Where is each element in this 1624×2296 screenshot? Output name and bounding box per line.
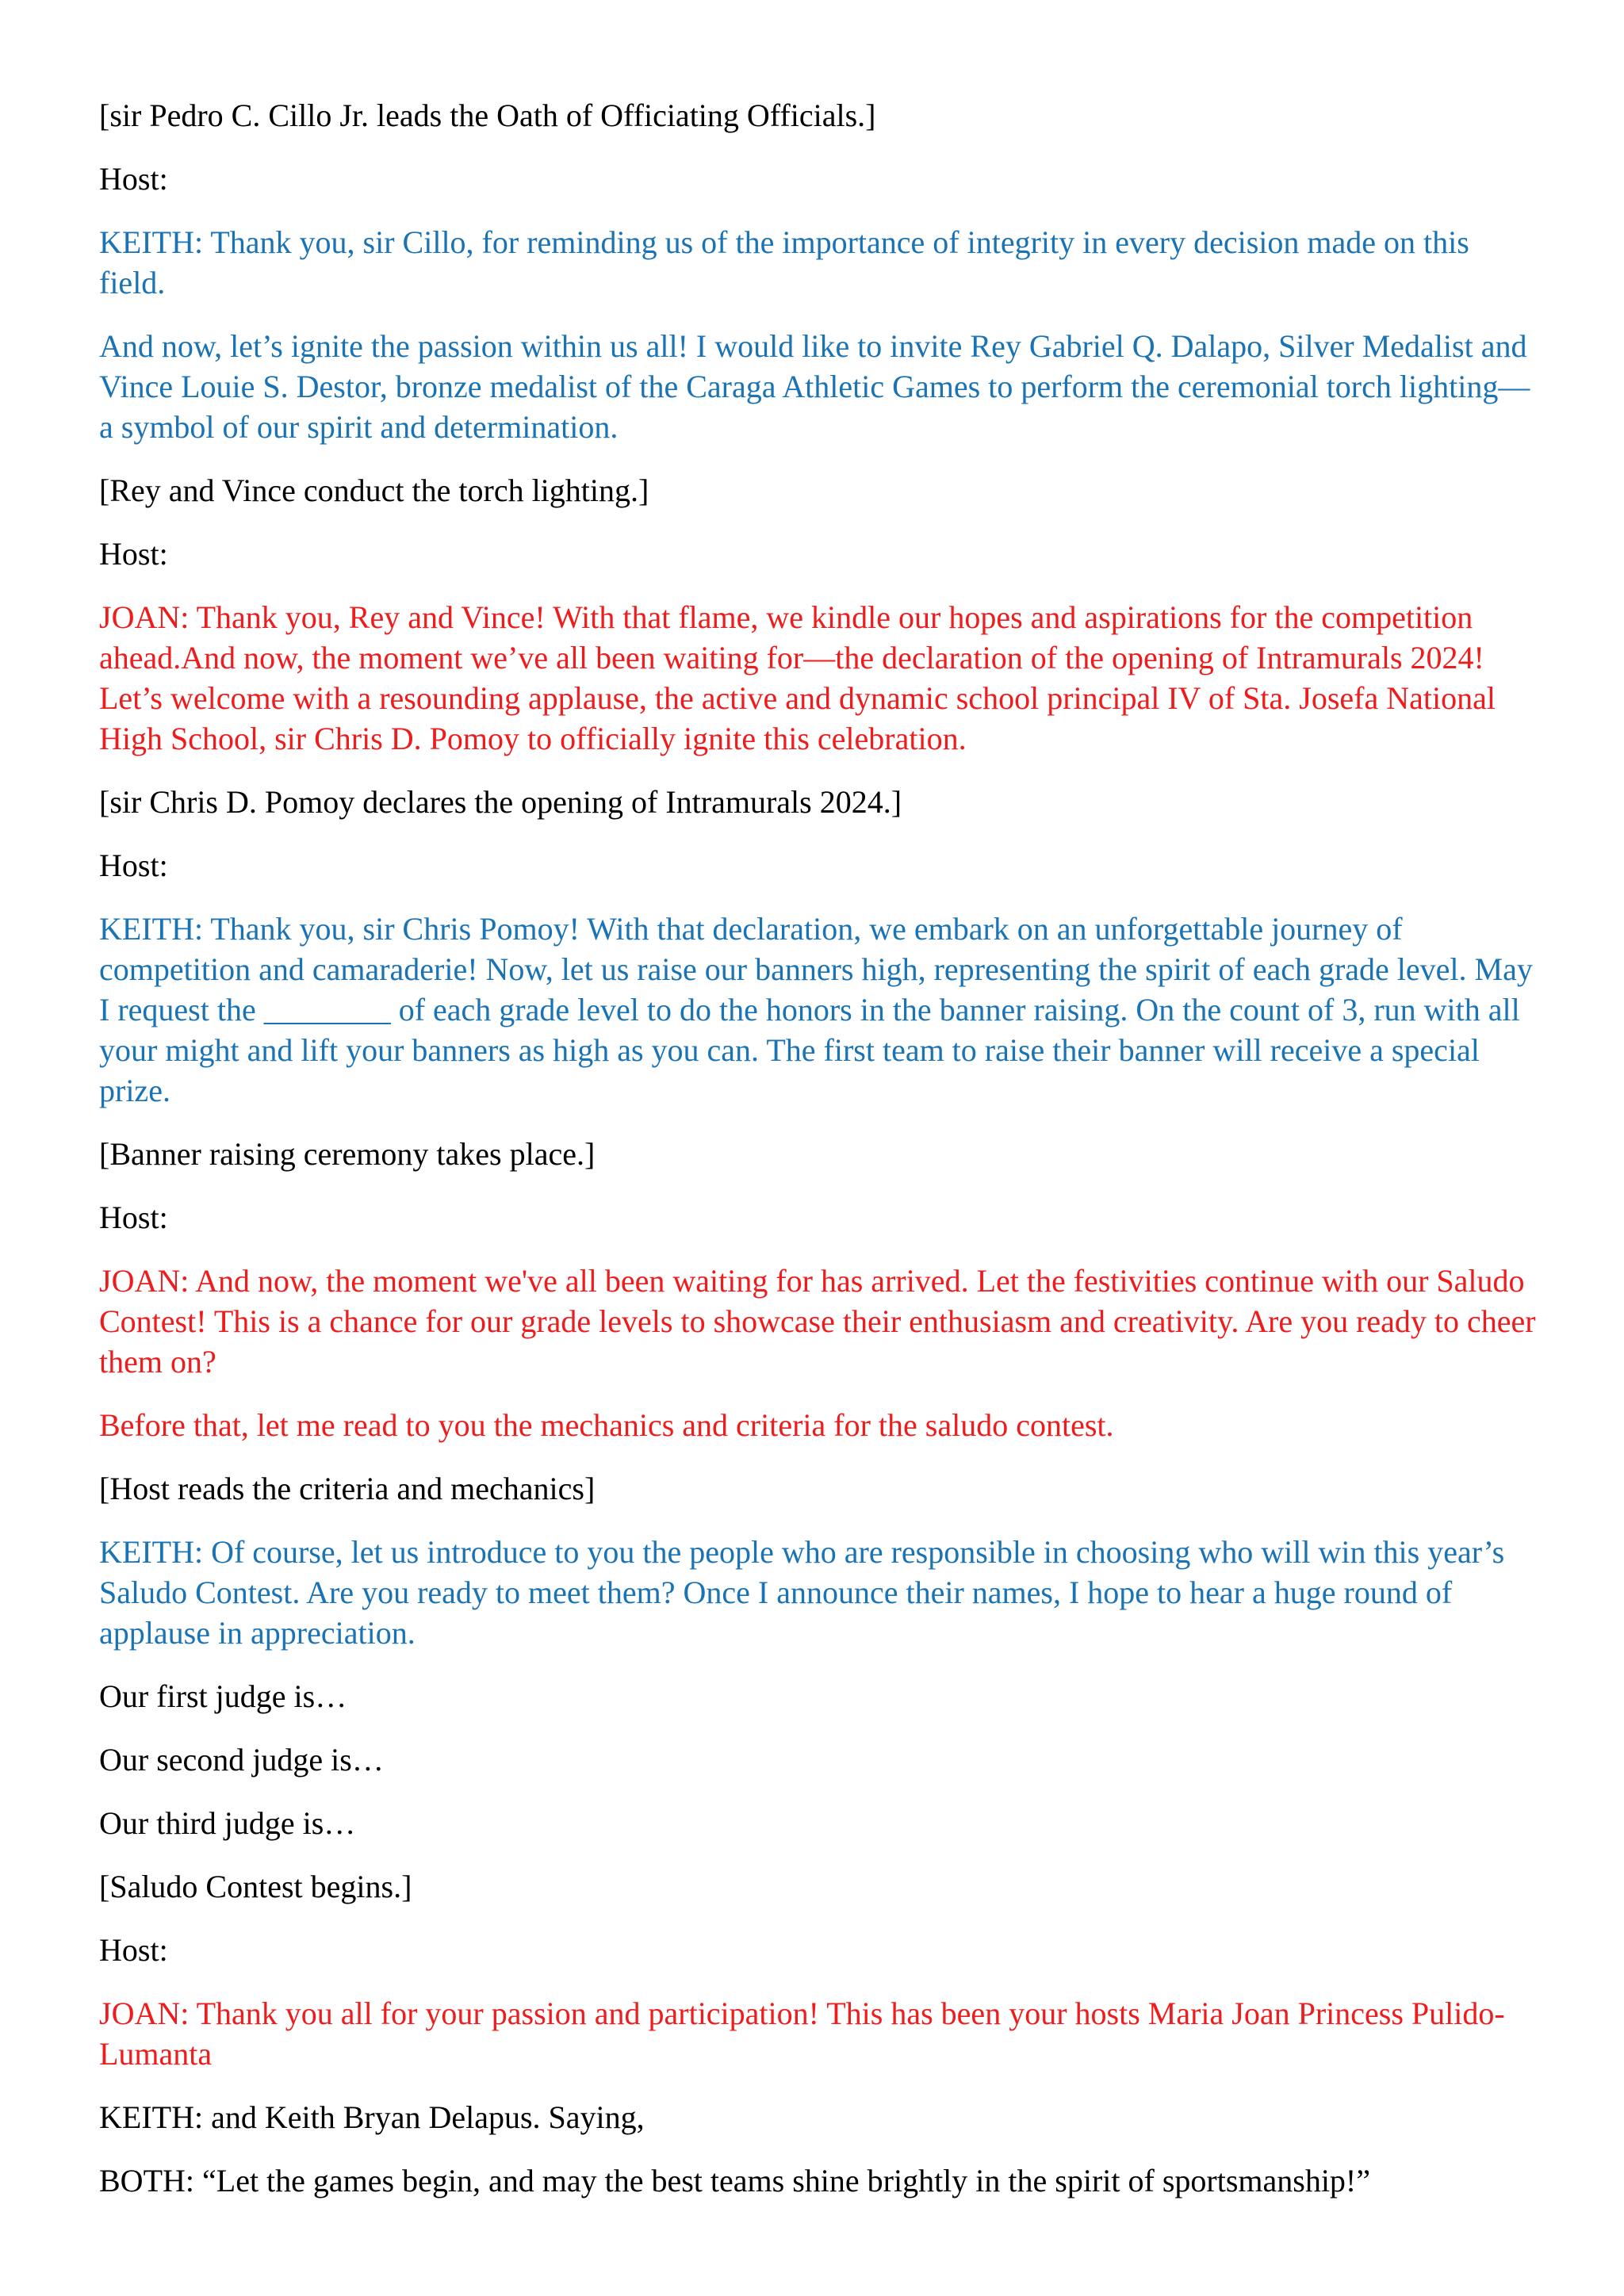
keith-line-closing: KEITH: and Keith Bryan Delapus. Saying, (99, 2099, 645, 2135)
host-label: Host: (99, 161, 168, 197)
host-label: Host: (99, 536, 168, 572)
keith-line-torch-invite: And now, let’s ignite the passion within us all! I would like to invite Rey Gabriel Q. Dalapo, Silver Medalist and Vince Louie S. Destor, bronze medalist of the Caraga Athletic Games to perform the ceremonial torch lighting—a symbol of our spirit and determination. (99, 328, 1530, 445)
host-label: Host: (99, 1200, 168, 1235)
joan-line-opening-declaration: JOAN: Thank you, Rey and Vince! With that flame, we kindle our hopes and aspirations for the competition ahead.And now, the moment we’ve all been waiting for—the declaration of the opening of Intramurals 2024! Let’s welcome with a resounding applause, the active and dynamic school principal IV of Sta. Josefa National High School, sir Chris D. Pomoy to officially ignite this celebration. (99, 599, 1496, 756)
stage-direction-banner: [Banner raising ceremony takes place.] (99, 1136, 596, 1172)
judge-line-second: Our second judge is… (99, 1742, 384, 1777)
judge-line-first: Our first judge is… (99, 1678, 347, 1714)
joan-line-mechanics: Before that, let me read to you the mechanics and criteria for the saludo contest. (99, 1407, 1114, 1443)
keith-line-thanks-cillo: KEITH: Thank you, sir Cillo, for reminding us of the importance of integrity in every decision made on this field. (99, 224, 1469, 300)
both-line-closing: BOTH: “Let the games begin, and may the best teams shine brightly in the spirit of sportsmanship!” (99, 2163, 1371, 2198)
judge-line-third: Our third judge is… (99, 1805, 356, 1841)
keith-line-judges-intro: KEITH: Of course, let us introduce to you the people who are responsible in choosing who will win this year’s Saludo Contest. Are you ready to meet them? Once I announce their names, I hope to hear a huge round of applause in appreciation. (99, 1534, 1505, 1651)
script-body (99, 95, 1542, 2224)
stage-direction-torch: [Rey and Vince conduct the torch lighting.] (99, 473, 649, 508)
host-label: Host: (99, 1932, 168, 1968)
host-label: Host: (99, 848, 168, 883)
joan-line-closing: JOAN: Thank you all for your passion and participation! This has been your hosts Maria Joan Princess Pulido- Lumanta (99, 1996, 1505, 2072)
stage-direction-declaration: [sir Chris D. Pomoy declares the opening of Intramurals 2024.] (99, 784, 902, 820)
stage-direction-criteria: [Host reads the criteria and mechanics] (99, 1471, 596, 1506)
keith-line-banner-raising: KEITH: Thank you, sir Chris Pomoy! With that declaration, we embark on an unforgettable journey of competition and camaraderie! Now, let us raise our banners high, representing the spirit of each grade level. May I request the ________ of each grade level to do the honors in the banner raising. On the count of 3, run with all your might and lift your banners as high as you can. The first team to raise their banner will receive a special prize. (99, 911, 1533, 1108)
stage-direction-saludo: [Saludo Contest begins.] (99, 1869, 412, 1904)
joan-line-saludo-intro: JOAN: And now, the moment we've all been waiting for has arrived. Let the festivities continue with our Saludo Contest! This is a chance for our grade levels to showcase their enthusiasm and creativity. Are you ready to cheer them on? (99, 1263, 1536, 1380)
stage-direction-oath: [sir Pedro C. Cillo Jr. leads the Oath of Officiating Officials.] (99, 98, 876, 133)
